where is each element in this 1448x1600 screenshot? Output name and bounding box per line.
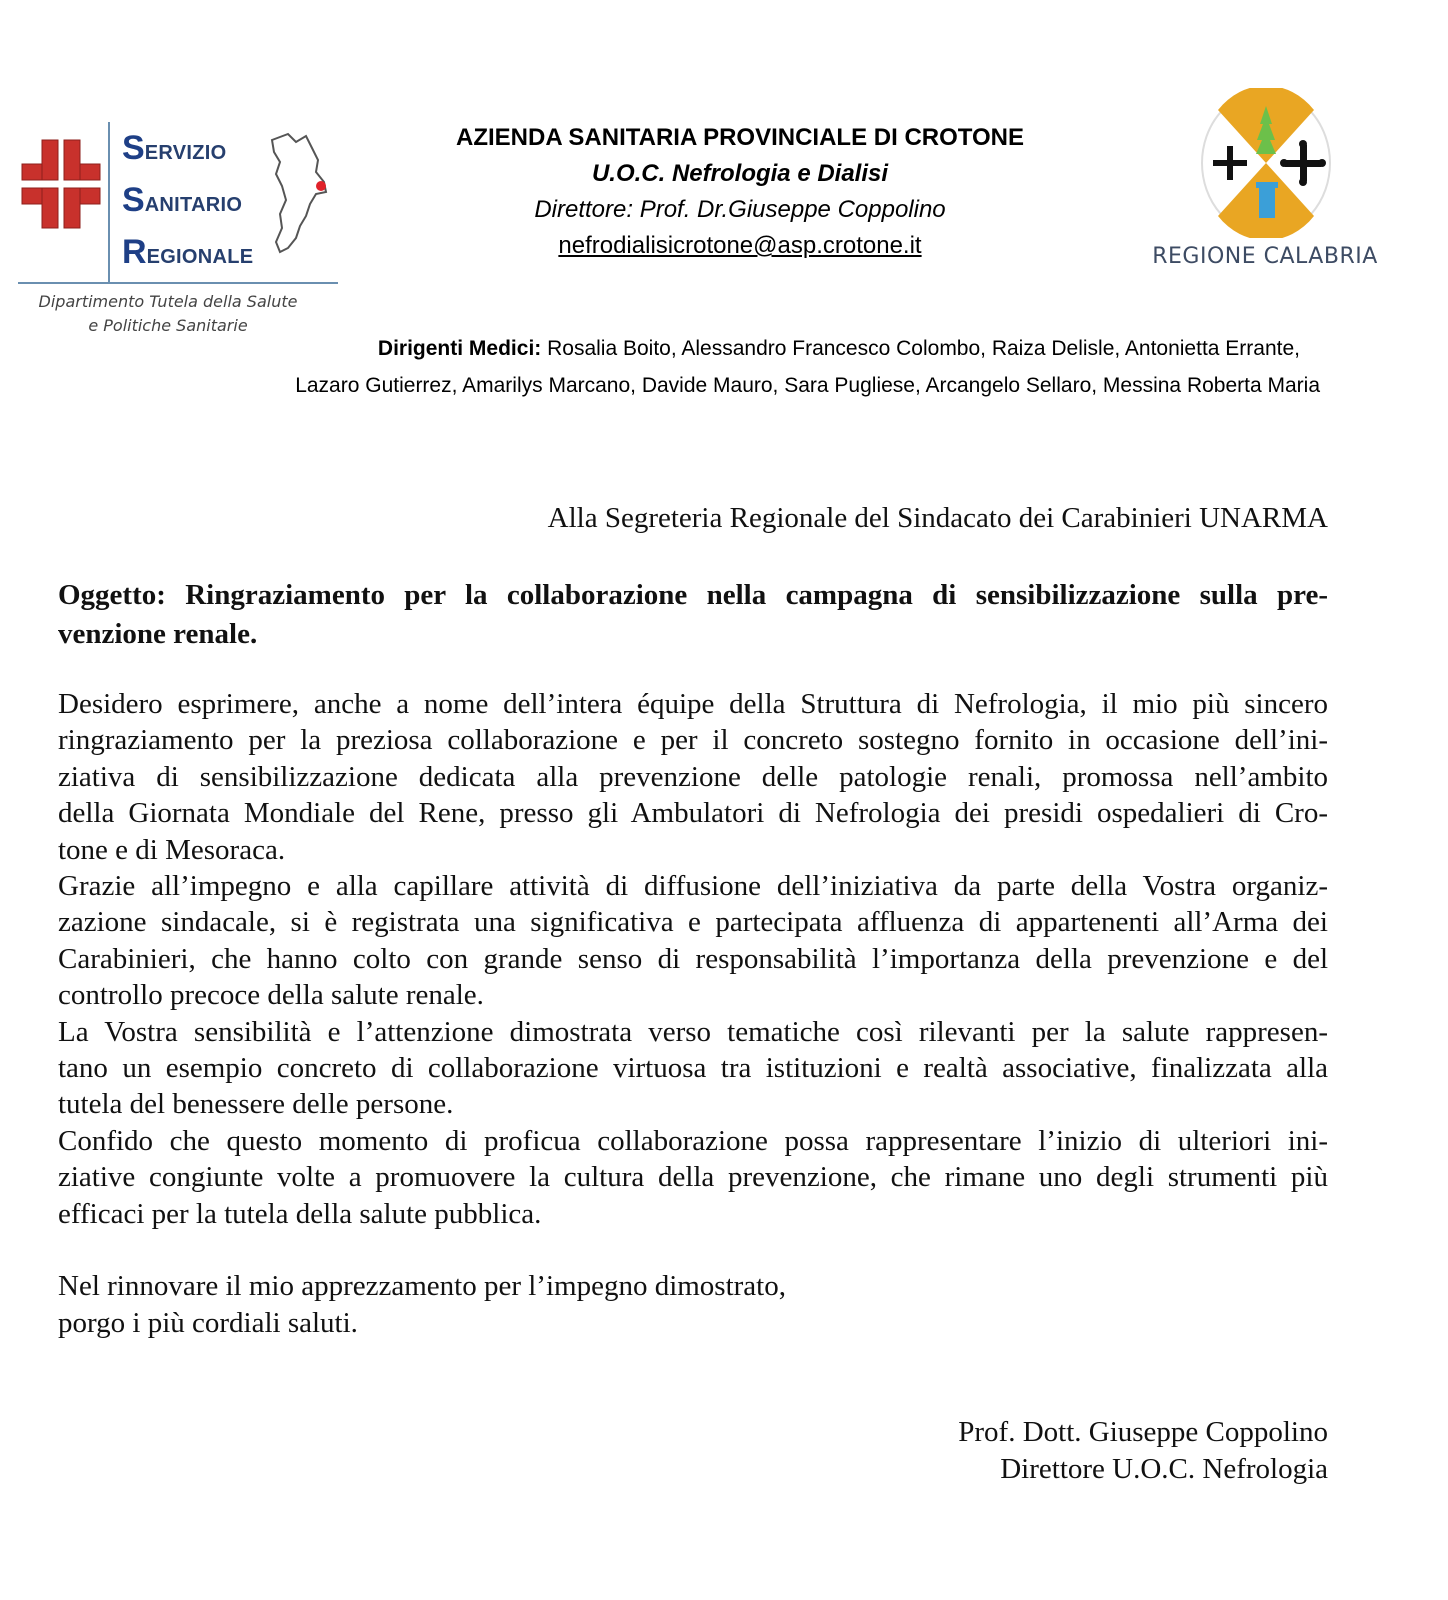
- logo-divider-vertical: [108, 122, 110, 282]
- body-line: tone e di Mesoraca.: [58, 833, 286, 866]
- dirigenti-label: Dirigenti Medici:: [377, 337, 542, 360]
- dirigenti-names-line-1: Rosalia Boito, Alessandro Francesco Colombo, Raiza Delisle, Antonietta Errante,: [541, 337, 1300, 360]
- organization-unit: U.O.C. Nefrologia e Dialisi: [591, 160, 889, 187]
- body-line: Carabinieri, che hanno colto con grande senso di responsabilità l’importanza della prevenzione e del: [58, 942, 1328, 975]
- body-line: della Giornata Mondiale del Rene, presso gli Ambulatori di Nefrologia dei presidi ospedalieri di Cro-: [58, 797, 1328, 830]
- organization-email-link[interactable]: nefrodialisicrotone@asp.crotone.it: [558, 232, 922, 259]
- organization-director: Direttore: Prof. Dr.Giuseppe Coppolino: [534, 196, 946, 223]
- ssr-word-servizio: SERVIZIO: [122, 129, 227, 167]
- organization-header: [440, 120, 1040, 264]
- ssr-word-regionale: REGIONALE: [122, 233, 254, 271]
- body-line: efficaci per la tutela della salute pubblica.: [58, 1197, 542, 1230]
- signature-name: Prof. Dott. Giuseppe Coppolino: [958, 1416, 1328, 1448]
- signature: [958, 1414, 1328, 1488]
- closing-line: porgo i più cordiali saluti.: [58, 1307, 358, 1339]
- body-line: Confido che questo momento di proficua collaborazione possa rappresentare l’inizio di ulteriori ini-: [58, 1124, 1328, 1157]
- organization-name: AZIENDA SANITARIA PROVINCIALE DI CROTONE: [455, 124, 1025, 151]
- dirigenti-medici: [150, 330, 1330, 404]
- closing-line: Nel rinnovare il mio apprezzamento per l’impegno dimostrato,: [58, 1270, 786, 1302]
- letter-body: [58, 686, 1328, 1232]
- body-line: tutela del benessere delle persone.: [58, 1088, 454, 1121]
- regione-calabria-emblem-icon: [1196, 88, 1336, 238]
- department-caption: Dipartimento Tutela della Salute e Politiche Sanitarie: [38, 292, 298, 335]
- body-line: zazione sindacale, si è registrata una significativa e partecipata affluenza di appartenenti all’Arma dei: [58, 906, 1328, 939]
- ssr-logo: [4, 50, 344, 335]
- ssr-wordmark: [122, 122, 253, 278]
- subject-line: venzione renale.: [58, 618, 258, 650]
- ssr-word-sanitario: SANITARIO: [122, 181, 243, 219]
- recipient: Alla Segreteria Regionale del Sindacato dei Carabinieri UNARMA: [547, 502, 1328, 534]
- signature-title: Direttore U.O.C. Nefrologia: [1000, 1453, 1328, 1485]
- body-line: ziative congiunte volte a promuovere la cultura della prevenzione, che rimane uno degli strumenti più: [58, 1161, 1328, 1194]
- dirigenti-names-line-2: Lazaro Gutierrez, Amarilys Marcano, Davide Mauro, Sara Pugliese, Arcangelo Sellaro, Messina Roberta Maria: [295, 374, 1320, 397]
- logo-divider-horizontal: [18, 282, 338, 284]
- closing: [58, 1268, 786, 1342]
- calabria-map-icon: [266, 130, 336, 260]
- subject: [58, 576, 1328, 654]
- red-cross-icon: [18, 120, 104, 250]
- body-line: ziativa di sensibilizzazione dedicata alla prevenzione delle patologie renali, promossa nell’ambito: [58, 760, 1328, 793]
- body-line: Desidero esprimere, anche a nome dell’intera équipe della Struttura di Nefrologia, il mio più sincero: [58, 688, 1328, 720]
- regione-calabria-logo: [1140, 84, 1390, 294]
- body-line: controllo precoce della salute renale.: [58, 979, 484, 1012]
- regione-calabria-label: REGIONE CALABRIA: [1152, 244, 1378, 269]
- subject-line: Oggetto: Ringraziamento per la collaborazione nella campagna di sensibilizzazione sulla pre-: [58, 579, 1328, 611]
- body-line: Grazie all’impegno e alla capillare attività di diffusione dell’iniziativa da parte della Vostra organiz-: [58, 870, 1328, 903]
- body-line: ringraziamento per la preziosa collaborazione e per il concreto sostegno fornito in occasione dell’ini-: [58, 724, 1328, 757]
- body-line: tano un esempio concreto di collaborazione virtuosa tra istituzioni e realtà associative, finalizzata alla: [58, 1052, 1328, 1085]
- body-line: La Vostra sensibilità e l’attenzione dimostrata verso tematiche così rilevanti per la salute rappresen-: [58, 1015, 1328, 1048]
